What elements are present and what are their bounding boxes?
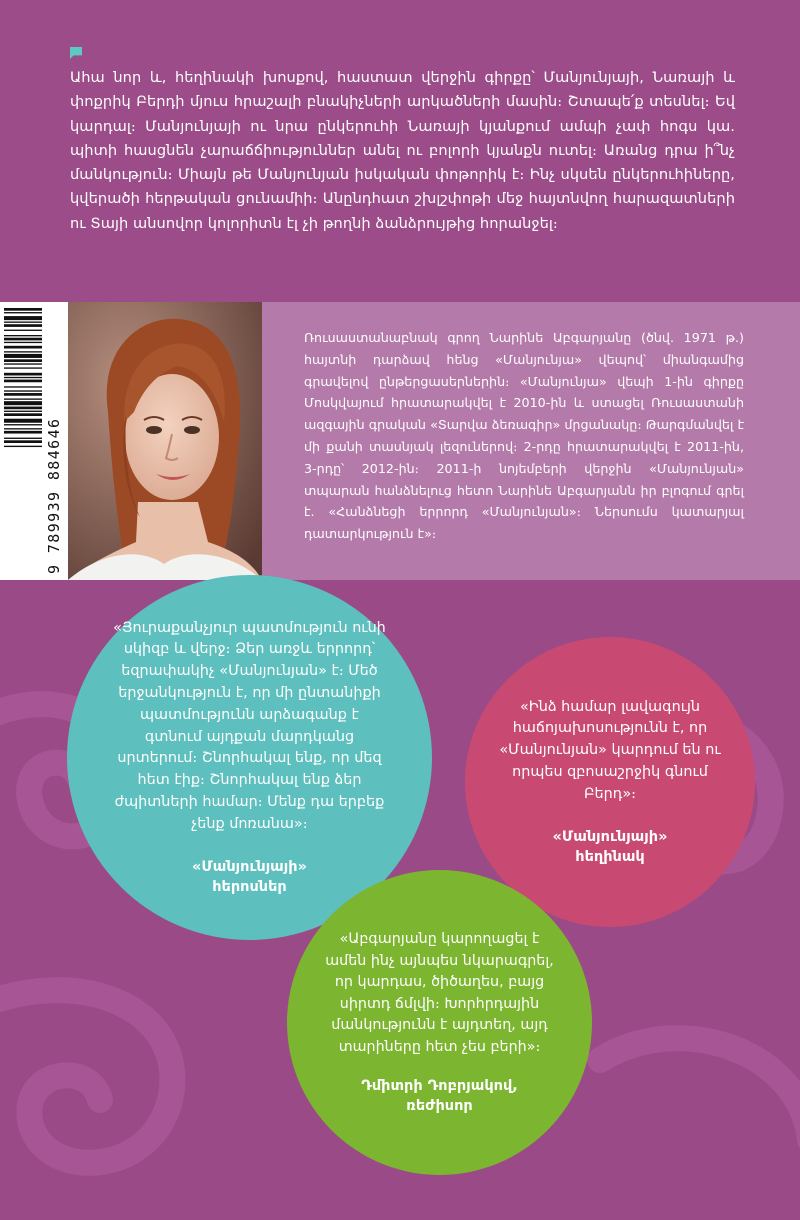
heroes-quote-text: «Յուրաքանչյուր պատմություն ունի սկիզբ և վերջ։ Ձեր առջև երրորդ՝ եզրափակիչ «Մանյունյան» է։ Մեծ երջանկություն է, որ մի ընտանիքի պատմությունն արձագանք է գտնում այդքան մարդկանց սրտերում։ Շնորհակալ ենք, որ մեզ հետ էիք։ Շնորհակալ ենք ձեր ժպիտների համար։ Մենք դա երբեք չենք մոռանա»։ [113,619,386,832]
director-quote-circle [287,870,592,1175]
isbn-number: 9 789939 884646 [45,417,63,574]
director-quote-author-line2: ռեժիսոր [406,1098,473,1114]
director-quote-author-line1: Դմիտրի Դոբրյակով, [361,1078,518,1094]
director-quote-text: «Աբգարյանը կարողացել է ամեն ինչ այնպես նկարագրել, որ կարդաս, ծիծաղես, բայց սիրտդ ճմլվի։ Խորհրդային մանկությունն է այդտեղ, այդ տարիները հետ չես բերի»։ [325,931,554,1055]
book-blurb: Ահա նոր և, հեղինակի խոսքով, հաստատ վերջին գիրքը՝ Մանյունյայի, Նառայի և փոքրիկ Բերդի մյուս հրաշալի բնակիչների արկածների մասին։ Շտապե՛ք տեսնել։ Եվ կարդալ։ Մանյունյայի ու նրա ընկերուհի Նառայի կյանքում ամպի չափ հոգս կա. պիտի հասցնեն չարաճճիություններ անել ու բոլորի կյանքն ուտել։ Առանց դրա ի՞նչ մանկություն։ Միայն թե Մանյունյան իսկական փոթորիկ է։ Ինչ սկսեն ընկերուհիները, կվերածի հերթական ցունամիի։ Անընդհատ շխլշփոթի մեջ հայտնվող հարազատների ու Տայի անսովոր կոլորիտն էլ չի թողնի ձանձրույթից հորանջել։ [70,69,735,232]
barcode-bars-icon [4,308,42,574]
author-quote-text: «Ինձ համար լավագույն հաճոյախոսությունն է, որ «Մանյունյան» կարդում են ու որպես զբոսաշրջիկ գնում Բերդ»։ [499,698,721,802]
author-portrait-icon [68,302,262,580]
heroes-quote-author [192,857,307,897]
author-quote-circle [465,637,755,927]
author-quote-author-line1: «Մանյունյայի» [552,829,668,846]
isbn-barcode [0,302,68,580]
heroes-quote-author-line2: հերոսներ [212,879,287,896]
director-quote-author [361,1076,518,1116]
author-bio: Ռուսաստանաբնակ գրող Նարինե Աբգարյանը (ծնվ. 1971 թ.) հայտնի դարձավ հենց «Մանյունյա» վեպով՝ միանգամից գրավելով ընթերցասերներին։ «Մանյունյա» վեպի 1-ին գիրքը Մոսկվայում հրատարակվել է 2010-ին և ստացել Ռուսաստանի ազգային գրական «Տարվա ձեռագիր» մրցանակը։ Թարգմանվել է մի քանի տասնյակ լեզուներով։ 2-րդը հրատարակվել է 2011-ին, 3-րդը՝ 2012-ին։ 2011-ի նոյեմբերի վերջին «Մանյունյան» տպարան հանձնելուց հետո Նարինե Աբգարյանն իր բլոգում գրել է. «Հանձնեցի երրորդ «Մանյունյան»։ Ներսումս կատարյալ դատարկություն է»։ [304,330,744,542]
heroes-quote-author-line1: «Մանյունյայի» [192,859,307,876]
author-quote-author-line2: հեղինակ [575,849,645,866]
author-quote-author [553,827,668,867]
